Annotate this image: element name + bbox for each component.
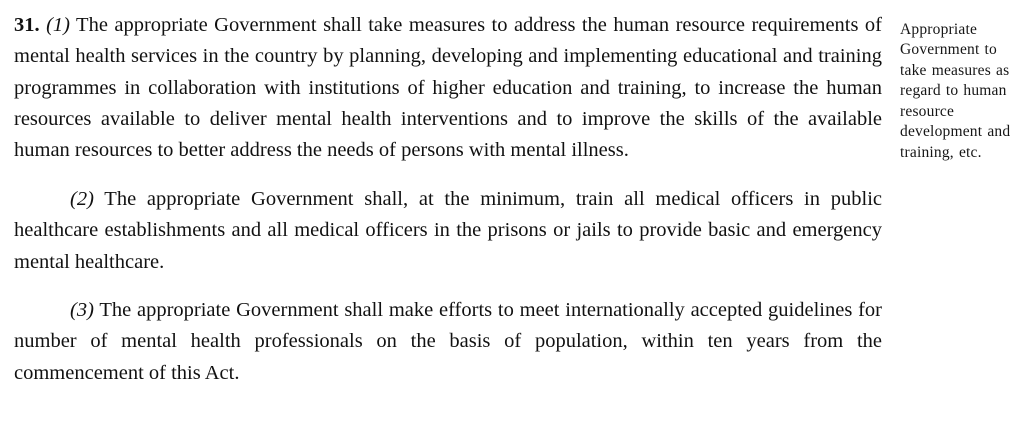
- paragraph-3-text: The appropriate Government shall make efforts to meet internationally accepted guidelines for number of mental health professionals on the basis of population, within ten years from the commencement of this Act.: [14, 298, 882, 384]
- clause-number-3: (3): [70, 298, 94, 321]
- section-number: 31.: [14, 14, 40, 36]
- paragraph-1-text: The appropriate Government shall take measures to address the human resource requirements of mental health services in the country by planning, developing and implementing educational and training programmes in collaboration with institutions of higher education and training, to increase the human resources available to deliver mental health interventions and to improve the skills of the available human resources to better address the needs of persons with mental illness.: [14, 14, 883, 162]
- clause-number-1: (1): [46, 14, 70, 36]
- paragraph-3: [14, 295, 882, 389]
- margin-note-column: [900, 20, 1016, 163]
- body-text-column: [14, 10, 882, 389]
- paragraph-1: [14, 10, 882, 167]
- clause-number-2: (2): [70, 187, 94, 210]
- margin-note-text: Appropriate Government to take measures as regard to human resource development and training, etc.: [900, 21, 1011, 161]
- paragraph-2-text: The appropriate Government shall, at the minimum, train all medical officers in public healthcare establishments and all medical officers in the prisons or jails to provide basic and emergency mental healthcare.: [14, 187, 882, 273]
- paragraph-2: [14, 184, 882, 278]
